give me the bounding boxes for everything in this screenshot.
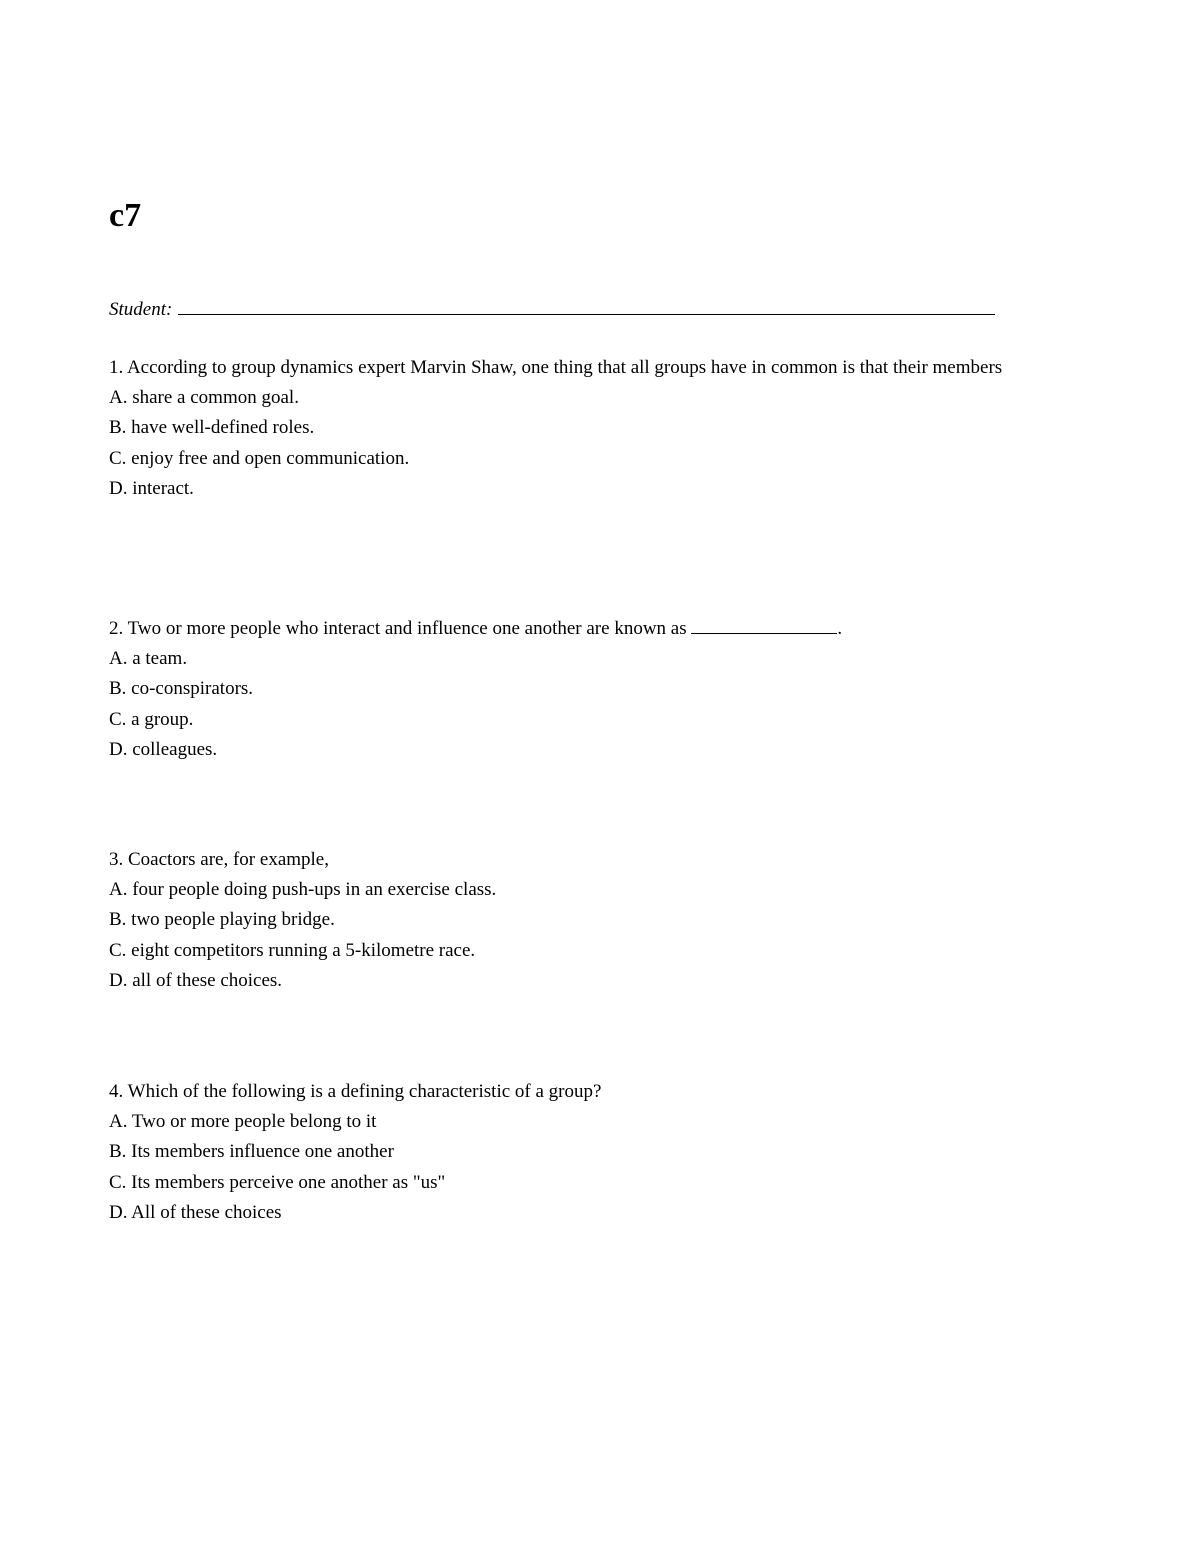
answer-option: C. eight competitors running a 5-kilometre race.	[109, 939, 476, 961]
page-title: c7	[109, 197, 142, 234]
question-stem: 1. According to group dynamics expert Marvin Shaw, one thing that all groups have in common is that their members	[109, 357, 1003, 378]
answer-option: C. enjoy free and open communication.	[109, 447, 410, 469]
question-1	[109, 353, 1069, 504]
answer-option: D. All of these choices	[109, 1201, 282, 1223]
question-stem	[109, 614, 1069, 644]
question-4	[109, 1077, 1069, 1228]
answer-option: A. share a common goal.	[109, 387, 299, 409]
question-stem: 4. Which of the following is a defining characteristic of a group?	[109, 1081, 602, 1102]
answer-option: C. a group.	[109, 708, 194, 730]
answer-option: A. four people doing push-ups in an exercise class.	[109, 879, 497, 901]
question-3	[109, 845, 1069, 996]
answer-option: B. co-conspirators.	[109, 678, 254, 700]
answer-option: B. have well-defined roles.	[109, 417, 315, 439]
answer-option: A. Two or more people belong to it	[109, 1111, 377, 1133]
answer-option: D. all of these choices.	[109, 969, 283, 991]
student-name-line	[109, 294, 995, 324]
question-stem-text: 2. Two or more people who interact and influence one another are known as	[109, 618, 692, 639]
question-2	[109, 614, 1069, 765]
answer-option: C. Its members perceive one another as "us"	[109, 1171, 446, 1193]
answer-option: B. two people playing bridge.	[109, 909, 335, 931]
question-stem: 3. Coactors are, for example,	[109, 849, 329, 870]
answer-option: B. Its members influence one another	[109, 1141, 394, 1163]
answer-option: A. a team.	[109, 648, 188, 670]
answer-blank	[691, 617, 837, 634]
question-stem-end: .	[837, 618, 843, 639]
answer-option: D. colleagues.	[109, 738, 218, 760]
answer-option: D. interact.	[109, 477, 194, 499]
student-label: Student:	[109, 299, 173, 320]
student-name-blank[interactable]	[178, 294, 995, 315]
